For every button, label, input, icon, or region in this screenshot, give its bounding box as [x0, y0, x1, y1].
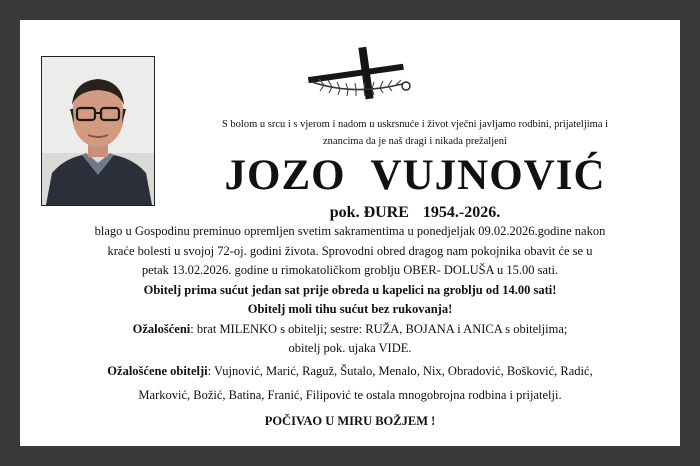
families-label: Ožalošćene obitelji [107, 363, 208, 378]
intro-line-2: znancima da je naš dragi i nikada prežaljeni [323, 136, 507, 147]
condolence-notice: Obitelj prima sućut jedan sat prije obreda u kapelici na groblju od 14.00 sati! [143, 282, 557, 297]
no-handshake-notice: Obitelj moli tihu sućut bez rukovanja! [247, 302, 453, 316]
mourners-list-1: : brat MILENKO s obitelji; sestre: RUŽA, BOJANA i ANICA s obiteljima; [190, 321, 568, 336]
intro-text [170, 116, 660, 150]
mourners-label: Ožalošćeni [132, 321, 191, 336]
families-line-2: Marković, Božić, Batina, Franić, Filipović te ostala mnogobrojna rodbina i prijatelji. [138, 387, 562, 402]
father-name: pok. ĐURE [329, 204, 409, 221]
mourners-line-1 [30, 320, 670, 340]
mourners-line-2: obitelj pok. ujaka VIDE. [288, 341, 412, 355]
father-and-years [170, 203, 660, 223]
families-line-1 [30, 359, 670, 383]
portrait-illustration [42, 57, 154, 205]
families-list-1: : Vujnović, Marić, Raguž, Šutalo, Menalo, Nix, Obradović, Bošković, Radić, [207, 363, 593, 378]
obituary-body [30, 222, 670, 431]
body-line-2: kraće bolesti u svojoj 72-oj. godini života. Sprovodni obred dragog nam pokojnika obavit će se u [107, 243, 593, 258]
life-years: 1954.-2026. [422, 204, 501, 221]
body-line-3: petak 13.02.2026. godine u rimokatoličkom groblju OBER- DOLUŠA u 15.00 sati. [141, 263, 559, 277]
closing-line: POČIVAO U MIRU BOŽJEM ! [264, 413, 436, 428]
intro-line-1: S bolom u srcu i s vjerom i nadom u uskrsnuće i život vječni javljamo rodbini, prijateljima i [221, 119, 609, 130]
cross-with-palm-branch-icon [302, 44, 416, 104]
body-line-1: blago u Gospodinu preminuo opremljen svetim sakramentima u ponedjeljak 09.02.2026.godine nakon [94, 224, 606, 238]
portrait-photo [41, 56, 155, 206]
obituary-card [20, 20, 680, 446]
deceased-name: JOZO VUJNOVIĆ [224, 152, 606, 199]
